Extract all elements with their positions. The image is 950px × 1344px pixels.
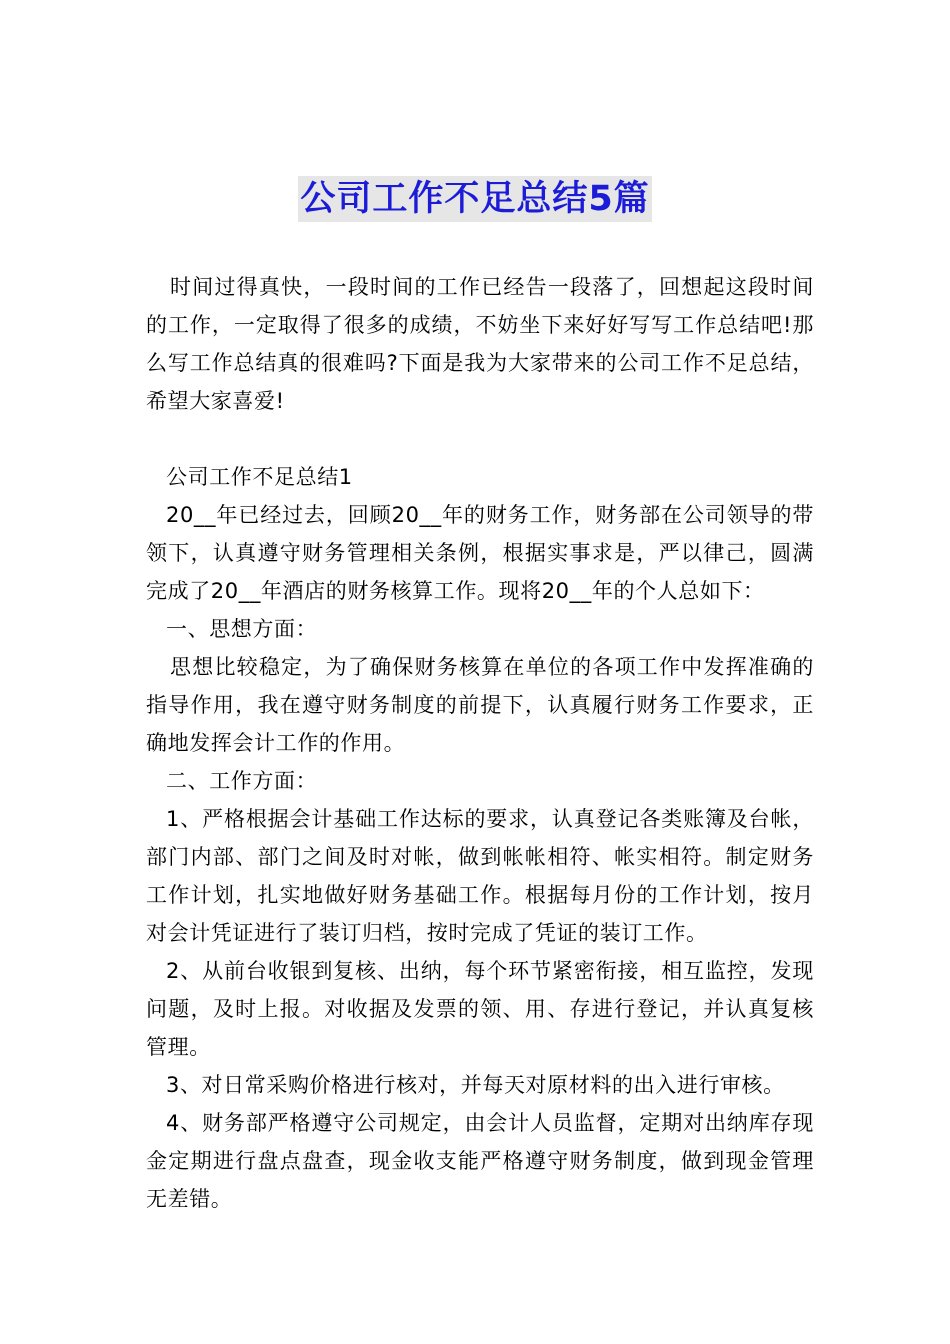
paragraph-1: 20__年已经过去，回顾20__年的财务工作，财务部在公司领导的带领下，认真遵守财务管理相关条例，根据实事求是，严以律己，圆满完成了20__年酒店的财务核算工作。现将20__年的个人总如下：	[146, 503, 814, 603]
paragraph-4: 二、工作方面：	[166, 769, 318, 793]
paragraph-5: 1、严格根据会计基础工作达标的要求，认真登记各类账簿及台帐，部门内部、部门之间及时对帐，做到帐帐相符、帐实相符。制定财务工作计划，扎实地做好财务基础工作。根据每月份的工作计划，按月对会计凭证进行了装订归档，按时完成了凭证的装订工作。	[146, 807, 814, 945]
document-body	[146, 268, 814, 1218]
paragraph-6: 2、从前台收银到复核、出纳，每个环节紧密衔接，相互监控，发现问题，及时上报。对收据及发票的领、用、存进行登记，并认真复核管理。	[146, 959, 814, 1059]
document-title: 公司工作不足总结5篇	[298, 176, 651, 222]
paragraph-7: 3、对日常采购价格进行核对，并每天对原材料的出入进行审核。	[166, 1073, 785, 1097]
title-container	[0, 176, 950, 222]
paragraph-3: 思想比较稳定，为了确保财务核算在单位的各项工作中发挥准确的指导作用，我在遵守财务制度的前提下，认真履行财务工作要求，正确地发挥会计工作的作用。	[146, 655, 814, 755]
intro-paragraph: 时间过得真快，一段时间的工作已经告一段落了，回想起这段时间的工作，一定取得了很多的成绩，不妨坐下来好好写写工作总结吧!那么写工作总结真的很难吗?下面是我为大家带来的公司工作不足总结，希望大家喜爱!	[146, 275, 814, 413]
section-heading: 公司工作不足总结1	[166, 465, 353, 489]
paragraph-2: 一、思想方面：	[166, 617, 318, 641]
paragraph-8: 4、财务部严格遵守公司规定，由会计人员监督，定期对出纳库存现金定期进行盘点盘查，现金收支能严格遵守财务制度，做到现金管理无差错。	[146, 1111, 814, 1211]
paragraph-gap	[146, 420, 814, 458]
